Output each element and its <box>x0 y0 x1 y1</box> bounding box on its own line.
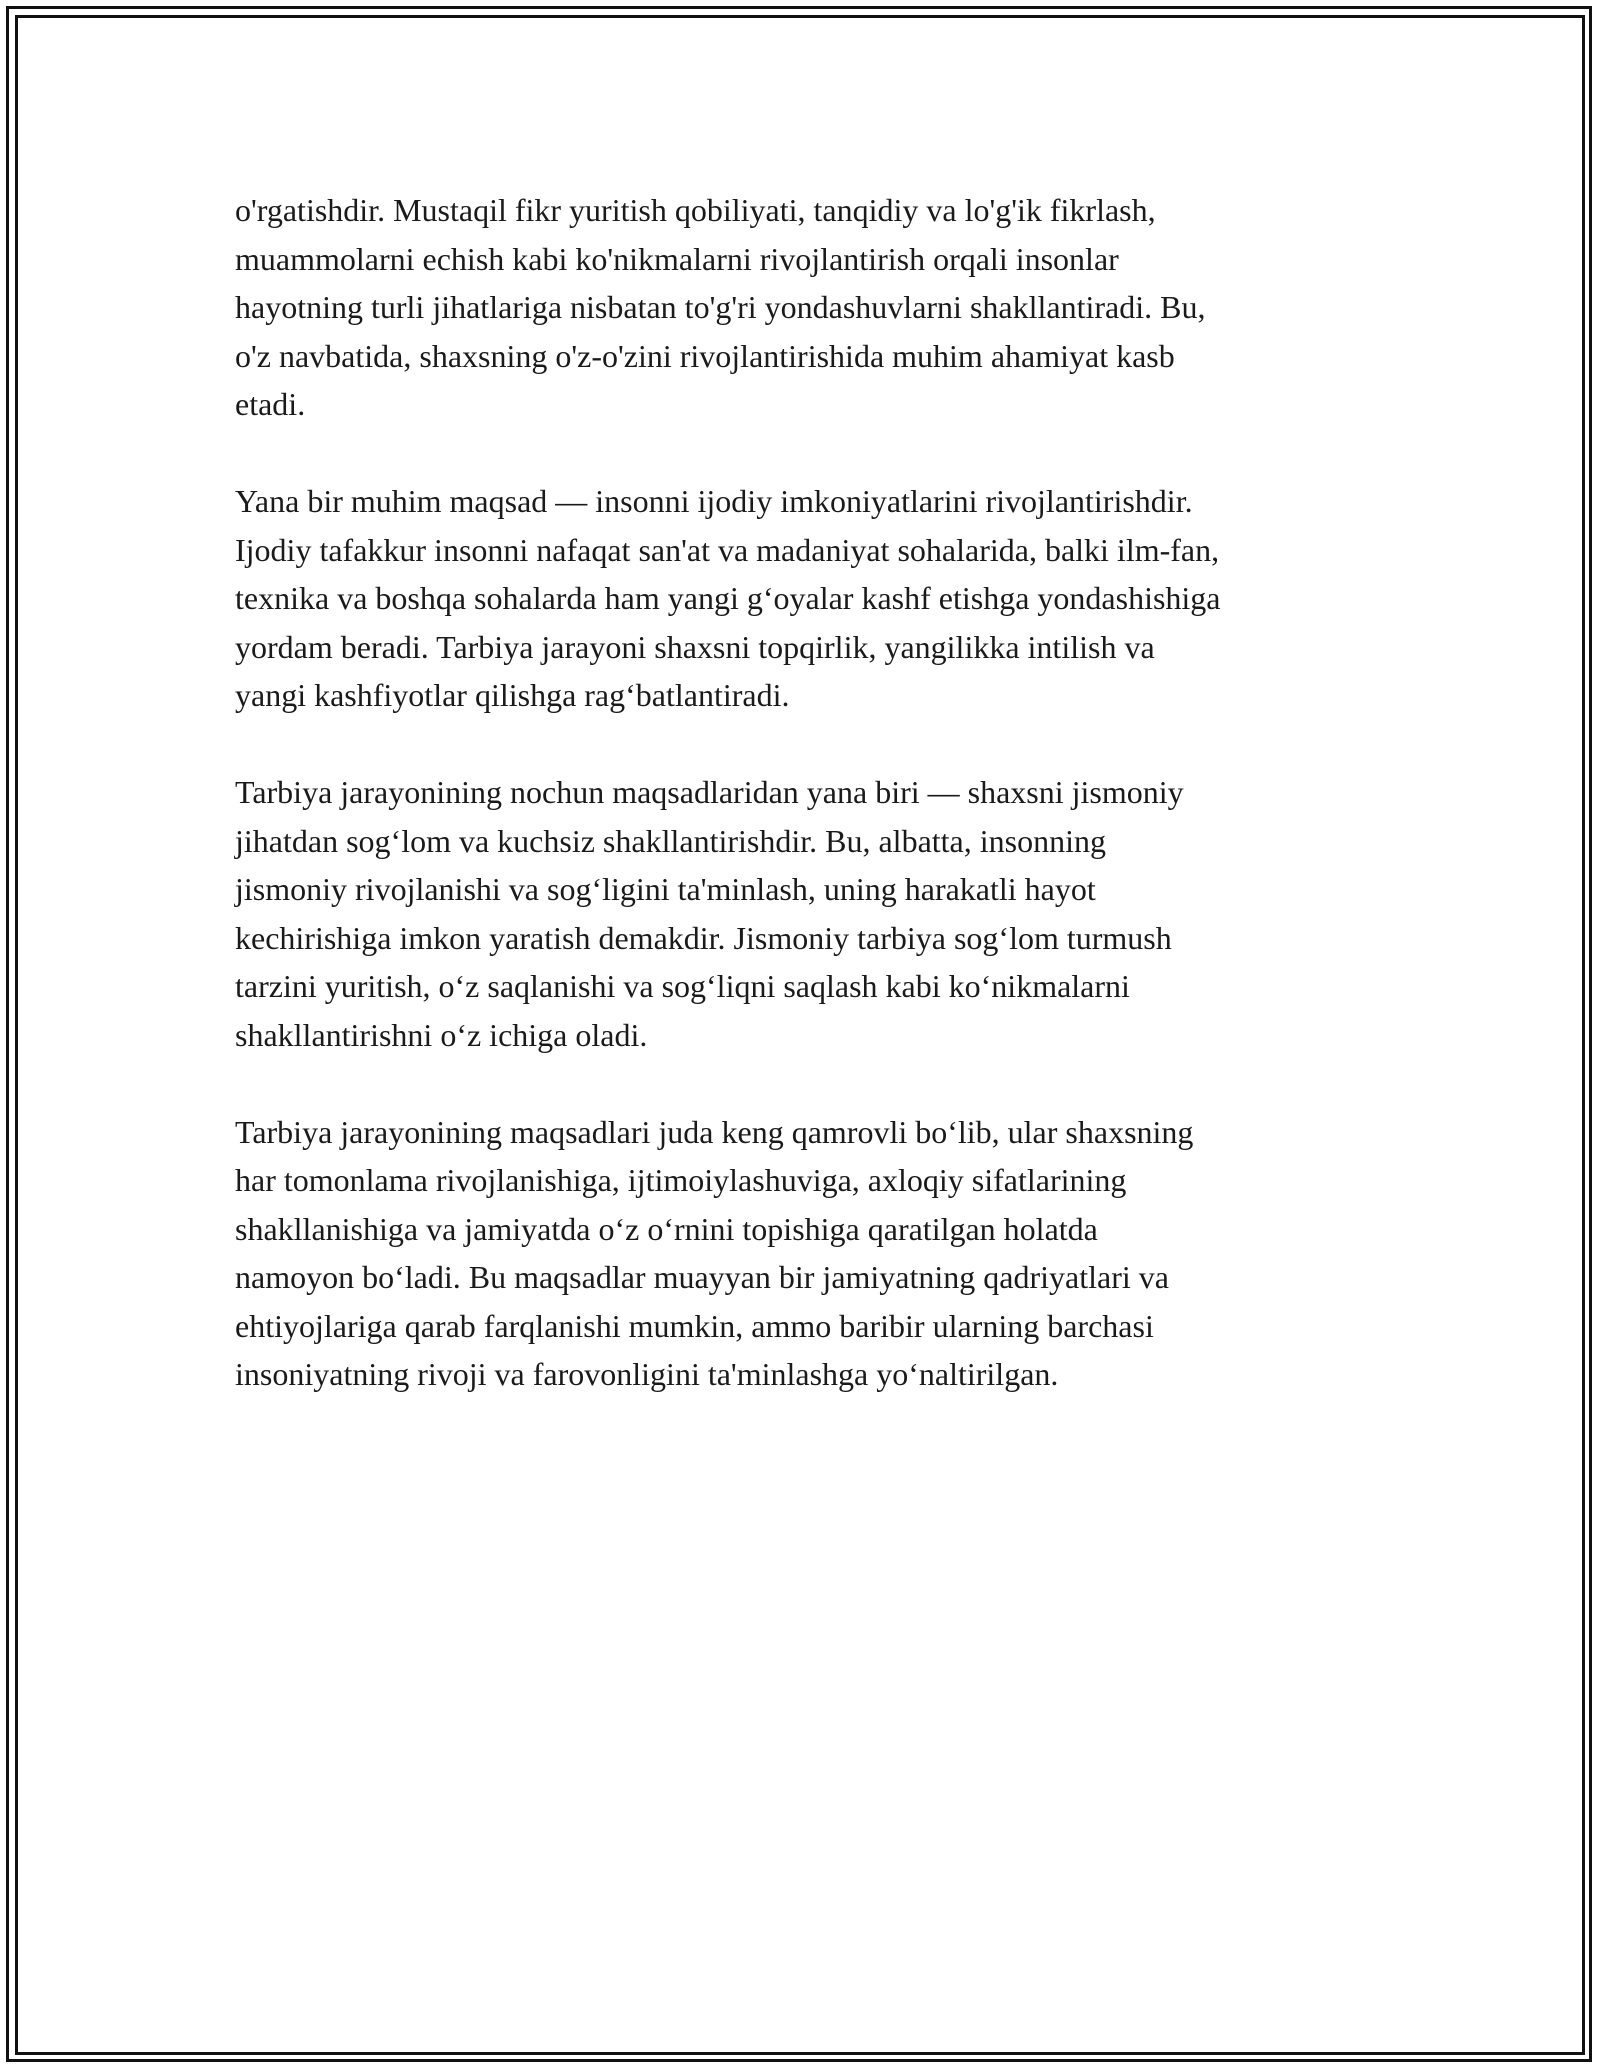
text-line: shakllantirishni o‘z ichiga oladi. <box>235 1016 648 1053</box>
text-line: Tarbiya jarayonining maqsadlari juda keng qamrovli bo‘lib, ular shaxsning <box>235 1113 1194 1150</box>
text-line: yangi kashfiyotlar qilishga rag‘batlantiradi. <box>235 677 790 713</box>
paragraph-1 <box>235 186 1395 429</box>
text-line: jihatdan sog‘lom va kuchsiz shakllantirishdir. Bu, albatta, insonning <box>235 822 1106 859</box>
text-line: Ijodiy tafakkur insonni nafaqat san'at va madaniyat sohalarida, balki ilm-fan, <box>235 531 1220 568</box>
text-line: shakllanishiga va jamiyatda o‘z o‘rnini topishiga qaratilgan holatda <box>235 1210 1098 1247</box>
text-line: hayotning turli jihatlariga nisbatan to'g'ri yondashuvlarni shakllantiradi. Bu, <box>235 289 1206 325</box>
text-line: ehtiyojlariga qarab farqlanishi mumkin, ammo baribir ularning barchasi <box>235 1307 1154 1344</box>
text-line: o'rgatishdir. Mustaqil fikr yuritish qobiliyati, tanqidiy va lo'g'ik fikrlash, <box>235 192 1156 228</box>
text-line: Yana bir muhim maqsad — insonni ijodiy imkoniyatlarini rivojlantirishdir. <box>235 483 1193 519</box>
text-line: yordam beradi. Tarbiya jarayoni shaxsni topqirlik, yangilikka intilish va <box>235 628 1155 665</box>
paragraph-4 <box>235 1108 1395 1399</box>
document-body <box>235 186 1395 1447</box>
text-line: Tarbiya jarayonining nochun maqsadlaridan yana biri — shaxsni jismoniy <box>235 774 1184 810</box>
text-line: jismoniy rivojlanishi va sog‘ligini ta'minlash, uning harakatli hayot <box>235 871 1096 907</box>
text-line: etadi. <box>235 386 306 422</box>
text-line: kechirishiga imkon yaratish demakdir. Jismoniy tarbiya sog‘lom turmush <box>235 919 1172 956</box>
paragraph-3 <box>235 768 1395 1059</box>
text-line: tarzini yuritish, o‘z saqlanishi va sog‘liqni saqlash kabi ko‘nikmalarni <box>235 968 1130 1004</box>
text-line: o'z navbatida, shaxsning o'z-o'zini rivojlantirishida muhim ahamiyat kasb <box>235 337 1175 374</box>
text-line: muammolarni echish kabi ko'nikmalarni rivojlantirish orqali insonlar <box>235 240 1119 277</box>
paragraph-2 <box>235 477 1395 720</box>
text-line: insoniyatning rivoji va farovonligini ta'minlashga yo‘naltirilgan. <box>235 1356 1059 1392</box>
text-line: texnika va boshqa sohalarda ham yangi g‘oyalar kashf etishga yondashishiga <box>235 580 1221 616</box>
text-line: har tomonlama rivojlanishiga, ijtimoiylashuviga, axloqiy sifatlarining <box>235 1162 1127 1198</box>
text-line: namoyon bo‘ladi. Bu maqsadlar muayyan bir jamiyatning qadriyatlari va <box>235 1259 1169 1295</box>
